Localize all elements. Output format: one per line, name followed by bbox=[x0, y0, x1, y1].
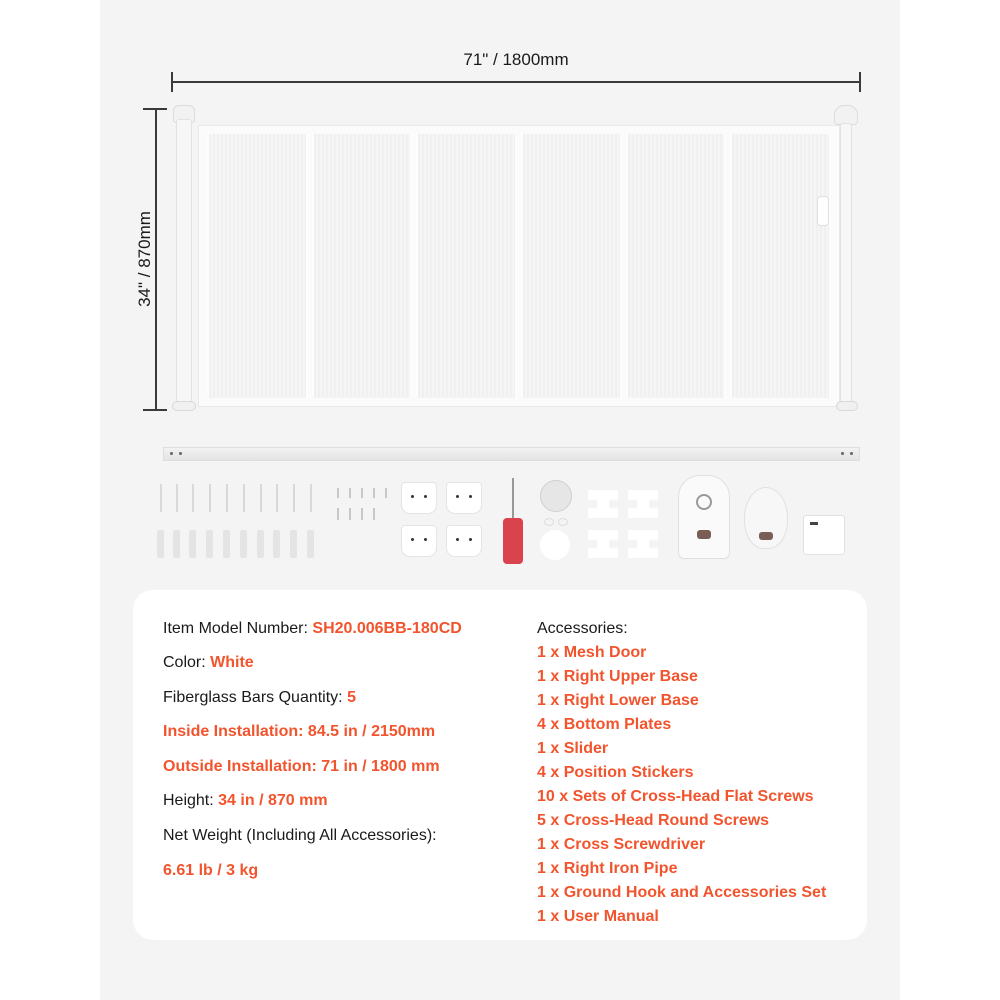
height-dimension-label: 34" / 870mm bbox=[135, 211, 154, 307]
width-dimension-tick-right bbox=[859, 72, 861, 92]
width-dimension-line bbox=[172, 81, 860, 83]
ground-hook-set-image bbox=[803, 515, 845, 555]
outside-installation-value: 71 in / 1800 mm bbox=[321, 758, 440, 775]
accessory-item: 1 x Slider bbox=[537, 740, 609, 757]
spec-model-number: Item Model Number: SH20.006BB-180CD bbox=[163, 620, 462, 637]
right-post bbox=[840, 123, 852, 405]
accessory-item: 4 x Position Stickers bbox=[537, 764, 694, 781]
spec-inside-installation: Inside Installation: 84.5 in / 2150mm bbox=[163, 723, 436, 740]
color-value: White bbox=[210, 654, 254, 671]
spec-net-weight-label: Net Weight (Including All Accessories): bbox=[163, 827, 437, 844]
fiberglass-bars-value: 5 bbox=[347, 689, 356, 706]
accessories-title: Accessories: bbox=[537, 620, 628, 637]
width-dimension-label: 71" / 1800mm bbox=[463, 50, 569, 69]
accessory-item: 10 x Sets of Cross-Head Flat Screws bbox=[537, 788, 814, 805]
accessory-item: 1 x Right Lower Base bbox=[537, 692, 699, 709]
height-dimension-line bbox=[155, 108, 157, 410]
accessory-item: 5 x Cross-Head Round Screws bbox=[537, 812, 770, 829]
spec-outside-installation: Outside Installation: 71 in / 1800 mm bbox=[163, 758, 440, 775]
iron-pipe-image bbox=[163, 447, 860, 461]
accessory-item: 1 x Right Iron Pipe bbox=[537, 860, 678, 877]
slider-knob-image bbox=[540, 480, 572, 512]
bottom-plate-image bbox=[446, 482, 482, 514]
height-dimension-tick-bottom bbox=[143, 409, 167, 411]
retractable-gate-image bbox=[170, 105, 860, 415]
spec-fiberglass-bars: Fiberglass Bars Quantity: 5 bbox=[163, 689, 356, 706]
right-top-cap bbox=[834, 105, 858, 125]
bottom-plate-image bbox=[446, 525, 482, 557]
accessories-list bbox=[537, 617, 826, 929]
right-lower-base-image bbox=[744, 487, 788, 549]
spec-color: Color: White bbox=[163, 654, 254, 671]
round-sticker-image bbox=[540, 530, 570, 560]
right-upper-base-image bbox=[678, 475, 730, 559]
gate-handle bbox=[817, 196, 829, 226]
spec-net-weight-value: 6.61 lb / 3 kg bbox=[163, 862, 259, 879]
accessory-item: 4 x Bottom Plates bbox=[537, 716, 672, 733]
spec-height: Height: 34 in / 870 mm bbox=[163, 792, 328, 809]
left-foot bbox=[172, 401, 196, 411]
mesh-door bbox=[198, 125, 840, 407]
left-post bbox=[176, 119, 192, 405]
height-dimension-tick-top bbox=[143, 108, 167, 110]
model-number-value: SH20.006BB-180CD bbox=[312, 620, 462, 637]
accessory-item: 1 x User Manual bbox=[537, 908, 659, 925]
bottom-plate-image bbox=[401, 525, 437, 557]
washer-image bbox=[544, 518, 554, 526]
washer-image bbox=[558, 518, 568, 526]
height-value: 34 in / 870 mm bbox=[218, 792, 328, 809]
width-dimension-tick-left bbox=[171, 72, 173, 92]
inside-installation-value: 84.5 in / 2150mm bbox=[307, 723, 436, 740]
right-foot bbox=[836, 401, 858, 411]
accessory-item: 1 x Mesh Door bbox=[537, 644, 647, 661]
accessory-item: 1 x Ground Hook and Accessories Set bbox=[537, 884, 827, 901]
accessory-item: 1 x Cross Screwdriver bbox=[537, 836, 706, 853]
bottom-plate-image bbox=[401, 482, 437, 514]
accessory-item: 1 x Right Upper Base bbox=[537, 668, 698, 685]
